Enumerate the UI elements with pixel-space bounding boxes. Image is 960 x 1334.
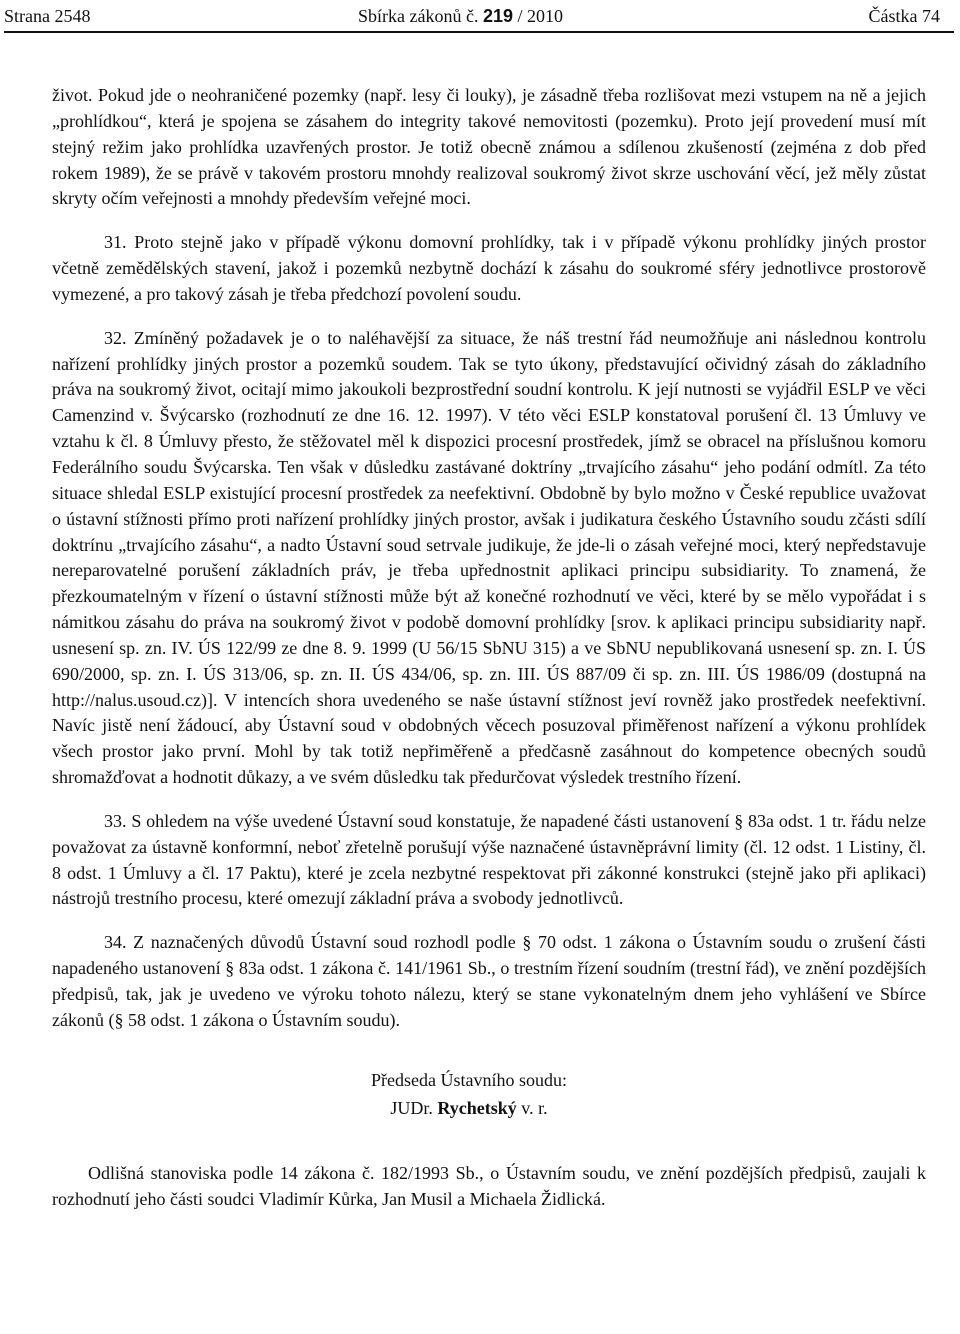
paragraph-number: 34. — [104, 932, 127, 953]
page-number: Strana 2548 — [4, 6, 91, 26]
signature-role: Předseda Ústavního soudu: — [371, 1069, 567, 1090]
paragraph-continuation — [52, 83, 926, 212]
paragraph-text: Z naznačených důvodů Ústavní soud rozhodl podle § 70 odst. 1 zákona o Ústavním soudu o zrušení části napadeného ustanovení § 83a odst. 1 zákona č. 141/1961 Sb., o trestním řízení soudním (trestní řád), ve znění pozdějších předpisů, tak, jak je uvedeno ve výroku tohoto nálezu, který se stane vykonatelným dnem jeho vyhlášení ve Sbírce zákonů (§ 58 odst. 1 zákona o Ústavním soudu). — [52, 932, 927, 1030]
paragraph-32 — [52, 326, 926, 791]
signature-suffix: v. r. — [521, 1097, 548, 1118]
page-header — [4, 4, 950, 32]
signature-title: JUDr. — [390, 1097, 433, 1118]
paragraph-31 — [52, 230, 926, 308]
signature-name — [52, 1094, 886, 1122]
paragraph-text: Zmíněný požadavek je o to naléhavější za situace, že náš trestní řád neumožňuje ani následnou kontrolu nařízení prohlídky jiných prostor a pozemků soudem. Tak se tyto úkony, představující očividný zásah do základního práva na soukromý život, ocitají mimo jakoukoli bezprostřední soudní kontrolu. K její nutnosti se vyjádřil ESLP ve věci Camenzind v. Švýcarsko (rozhodnutí ze dne 16. 12. 1997). V této věci ESLP konstatoval porušení čl. 13 Úmluvy ve vztahu k čl. 8 Úmluvy přesto, že stěžovatel měl k dispozici procesní prostředek, jímž se obracel na příslušnou komoru Federálního soudu Švýcarska. Ten však v důsledku zastávané doktríny „trvajícího zásahu“ jeho podání odmítl. Za této situace shledal ESLP existující procesní prostředek za neefektivní. Obdobně by bylo možno v České republice uvažovat o ústavní stížnosti přímo proti nařízení prohlídky jiných prostor, avšak i judikatura českého Ústavního soudu zčásti sdílí doktrínu „trvajícího zásahu“, a nadto Ústavní soud setrvale judikuje, že jde-li o zásah veřejné moci, který nepředstavuje nereparovatelné porušení základních práv, je třeba upřednostnit aplikaci principu subsidiarity. To znamená, že přezkoumatelným v řízení o ústavní stížnosti může být až konečné rozhodnutí ve věci, které by se mělo vypořádat i s námitkou zásahu do práva na soukromý život v podobě domovní prohlídky [srov. k aplikaci principu subsidiarity např. usnesení sp. zn. IV. ÚS 122/99 ze dne 8. 9. 1999 (U 56/15 SbNU 315) a ve SbNU nepublikovaná usnesení sp. zn. I. ÚS 690/2000, sp. zn. I. ÚS 313/06, sp. zn. II. ÚS 434/06, sp. zn. III. ÚS 887/09 či sp. zn. III. ÚS 1986/09 (dostupná na http://nalus.usoud.cz)]. V intencích shora uvedeného se naše ústavní stížnost jeví rovněž jako prostředek neefektivní. Navíc jistě není žádoucí, aby Ústavní soud v obdobných věcech posuzoval přiměřenost nařízení a výkonu prohlídek všech prostor jako první. Mohl by tak totiž nepřiměřeně a předčasně zasáhnout do kompetence obecných soudů shromažďovat a hodnotit důkazy, a ve svém důsledku tak předurčovat výsledek trestního řízení. — [52, 327, 926, 788]
paragraph-text: S ohledem na výše uvedené Ústavní soud konstatuje, že napadené části ustanovení § 83a odst. 1 tr. řádu nelze považovat za ústavně konformní, neboť zřetelně porušují výše naznačené ústavněprávní limity (čl. 12 odst. 1 Listiny, čl. 8 odst. 1 Úmluvy a čl. 17 Paktu), které je zcela nezbytné respektovat při zákonné konstrukci (stejně jako při aplikaci) nástrojů trestního procesu, které omezují základní práva a svobody jednotlivců. — [52, 810, 926, 909]
law-number: 219 — [482, 6, 514, 26]
signature-block — [52, 1066, 926, 1122]
paragraph-34 — [52, 930, 926, 1033]
dissenting-opinions-note: Odlišná stanoviska podle 14 zákona č. 182/1993 Sb., o Ústavním soudu, ve znění pozdějších předpisů, zaujali k rozhodnutí jeho části soudci Vladimír Kůrka, Jan Musil a Michaela Židlická. — [52, 1162, 926, 1209]
collection-prefix: Sbírka zákonů č. — [358, 6, 479, 26]
law-year: / 2010 — [517, 6, 564, 26]
header-rule — [4, 31, 954, 33]
paragraph-33 — [52, 809, 926, 912]
paragraph-number: 31. — [104, 232, 127, 253]
paragraph-text: život. Pokud jde o neohraničené pozemky (např. lesy či louky), je zásadně třeba rozlišovat mezi vstupem na ně a jejich „prohlídkou“, která je spojena se zásahem do integrity takové nemovitosti (pozemku). Proto její provedení musí mít stejný režim jako prohlídka uzavřených prostor. Je totiž obecně známou a sdílenou zkušeností (zejména z dob před rokem 1989), že se právě v takovém prostoru mnohdy realizoval soukromý život skrze uschování věcí, jež měly zůstat skryty očím veřejnosti a mnohdy především veřejné moci. — [52, 85, 926, 209]
paragraph-number: 32. — [104, 327, 127, 348]
document-body — [52, 83, 926, 1230]
part-number: Částka 74 — [868, 6, 940, 26]
paragraph-text: Proto stejně jako v případě výkonu domovní prohlídky, tak i v případě výkonu prohlídky jiných prostor včetně zemědělských stavení, jakož i pozemků nezbytně dochází k zásahu do soukromé sféry jednotlivce prostorově vymezené, a pro takový zásah je třeba předchozí povolení soudu. — [52, 232, 927, 304]
paragraph-number: 33. — [104, 810, 127, 831]
collection-title — [358, 4, 563, 28]
signature-surname: Rychetský — [437, 1097, 517, 1118]
